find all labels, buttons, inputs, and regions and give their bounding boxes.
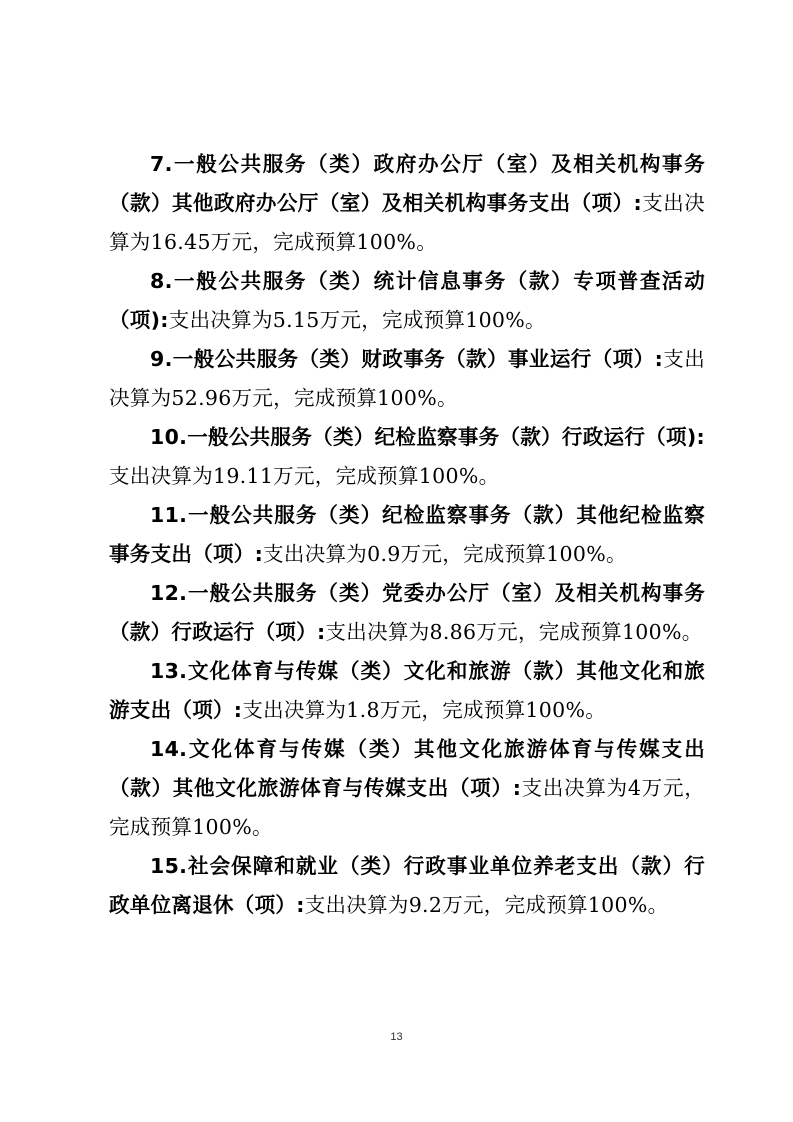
paragraph-heading: 14.文化体育与传媒（类）其他文化旅游体育与传媒支出（款）其他文化旅游体育与传媒支出（项）:	[109, 737, 705, 800]
paragraph-text: 支出决算为1.8万元，完成预算100%。	[242, 698, 607, 722]
page-number: 13	[390, 1031, 403, 1043]
paragraph-item-15	[109, 847, 705, 925]
paragraph-item-11	[109, 496, 705, 574]
paragraph-item-7	[109, 145, 705, 262]
paragraph-item-8	[109, 262, 705, 340]
paragraph-heading: 15.社会保障和就业（类）行政事业单位养老支出（款）行政单位离退休（项）:	[109, 854, 705, 917]
paragraph-text: 支出决算为52.96万元，完成预算100%。	[109, 347, 705, 410]
paragraph-text: 支出决算为4万元，完成预算100%。	[109, 776, 705, 839]
paragraph-item-9	[109, 340, 705, 418]
paragraph-heading: 9.一般公共服务（类）财政事务（款）事业运行（项）:	[150, 347, 664, 371]
paragraph-item-14	[109, 730, 705, 847]
paragraph-heading: 11.一般公共服务（类）纪检监察事务（款）其他纪检监察事务支出（项）:	[109, 503, 705, 566]
paragraph-heading: 12.一般公共服务（类）党委办公厅（室）及相关机构事务（款）行政运行（项）:	[109, 581, 705, 644]
paragraph-item-13	[109, 652, 705, 730]
paragraph-text: 支出决算为8.86万元，完成预算100%。	[325, 620, 703, 644]
paragraph-item-12	[109, 574, 705, 652]
paragraph-text: 支出决算为19.11万元，完成预算100%。	[109, 464, 500, 488]
paragraph-text: 支出决算为16.45万元，完成预算100%。	[109, 191, 705, 254]
paragraph-item-10	[109, 418, 705, 496]
paragraph-heading: 8.一般公共服务（类）统计信息事务（款）专项普查活动（项):	[109, 269, 705, 332]
document-body	[109, 145, 705, 925]
paragraph-text: 支出决算为9.2万元，完成预算100%。	[304, 893, 669, 917]
paragraph-heading: 10.一般公共服务（类）纪检监察事务（款）行政运行（项):	[150, 425, 705, 449]
paragraph-text: 支出决算为5.15万元，完成预算100%。	[168, 308, 546, 332]
paragraph-text: 支出决算为0.9万元，完成预算100%。	[263, 542, 627, 566]
paragraph-heading: 13.文化体育与传媒（类）文化和旅游（款）其他文化和旅游支出（项）:	[109, 659, 705, 722]
paragraph-heading: 7.一般公共服务（类）政府办公厅（室）及相关机构事务（款）其他政府办公厅（室）及相关机构事务支出（项）:	[109, 152, 705, 215]
